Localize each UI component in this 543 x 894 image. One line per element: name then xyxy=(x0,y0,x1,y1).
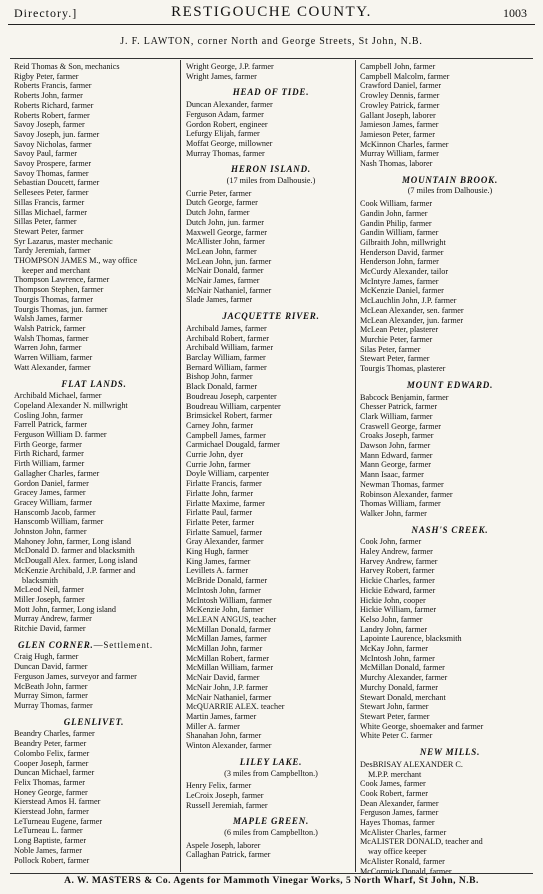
directory-entry: Murray Thomas, farmer xyxy=(186,148,265,158)
directory-entry: Long Baptiste, farmer xyxy=(14,836,87,846)
directory-entry: Barclay William, farmer xyxy=(186,352,266,362)
directory-entry: Murray William, farmer xyxy=(360,149,439,159)
directory-entry: Savoy Joseph, farmer xyxy=(14,120,85,130)
directory-entry: Savoy Nicholas, farmer xyxy=(14,139,92,149)
page-number: 1003 xyxy=(503,6,527,20)
directory-entry: Craig Hugh, farmer xyxy=(14,652,79,662)
directory-entry: Currie John, dyer xyxy=(186,450,244,460)
directory-entry: Hanscomb Jacob, farmer xyxy=(14,507,96,517)
directory-entry: Cook William, farmer xyxy=(360,199,433,209)
directory-entry: McMillan Donald, farmer xyxy=(360,663,445,673)
column-2 xyxy=(186,62,356,860)
directory-entry: Firlatte Francis, farmer xyxy=(186,479,262,489)
maple-green-distance: (6 miles from Campbellton.) xyxy=(224,828,318,838)
advert-banner: J. F. LAWTON, corner North and George Streets, St John, N.B. xyxy=(120,36,423,47)
directory-entry: McKenzie Daniel, farmer xyxy=(360,286,444,296)
directory-entry: Walsh James, farmer xyxy=(14,314,83,324)
directory-entry: Mott John, farmer, Long island xyxy=(14,604,116,614)
directory-entry: Cooper Joseph, farmer xyxy=(14,758,89,768)
section-title-nashs-creek: NASH'S CREEK. xyxy=(411,524,489,535)
directory-entry: Archibald James, farmer xyxy=(186,323,267,333)
directory-entry: McQUARRIE ALEX. teacher xyxy=(186,702,285,712)
directory-entry: Sillas Francis, farmer xyxy=(14,197,85,207)
column-1 xyxy=(14,62,174,865)
directory-entry: King James, farmer xyxy=(186,556,251,566)
directory-entry: Campbell Malcolm, farmer xyxy=(360,71,450,81)
list-continued xyxy=(14,62,174,373)
directory-entry: McLean John, jun. farmer xyxy=(186,256,272,266)
heron-island-distance: (17 miles from Dalhousie.) xyxy=(226,176,316,186)
directory-entry: Doyle William, carpenter xyxy=(186,469,269,479)
list-glen-corner xyxy=(14,652,174,710)
directory-entry: Martin James, farmer xyxy=(186,712,257,721)
directory-entry: Dawson John, farmer xyxy=(360,441,431,451)
directory-entry: McNair Nathaniel, farmer xyxy=(186,285,272,295)
directory-entry: Jamieson Peter, farmer xyxy=(360,129,435,139)
section-title-mount-edward: MOUNT EDWARD. xyxy=(406,379,494,390)
top-rule xyxy=(10,58,533,59)
directory-entry: Duncan Alexander, farmer xyxy=(186,100,273,110)
directory-entry: Gracey William, farmer xyxy=(14,497,92,507)
directory-entry: Boudreau Joseph, carpenter xyxy=(186,391,277,401)
directory-entry: Tourgis Thomas, farmer xyxy=(14,294,93,304)
directory-entry: Sebastian Doucett, farmer xyxy=(14,178,100,188)
directory-entry: Duncan Michael, farmer xyxy=(14,768,95,778)
mountain-brook-distance: (7 miles from Dalhousie.) xyxy=(407,186,493,196)
directory-entry: Thomas William, farmer xyxy=(360,499,441,509)
section-title-liley-lake: LILEY LAKE. xyxy=(239,756,303,767)
directory-entry: Sillas Peter, farmer xyxy=(14,217,77,227)
directory-entry: Roberts Robert, farmer xyxy=(14,110,90,120)
directory-entry: Gallant Joseph, laborer xyxy=(360,110,436,120)
directory-entry: Hayes Thomas, farmer xyxy=(360,818,435,828)
directory-entry: McKenzie John, farmer xyxy=(186,605,264,615)
directory-entry: Hickie John, cooper xyxy=(360,595,426,605)
directory-entry: Archibald Robert, farmer xyxy=(186,333,269,343)
directory-entry: Black Donald, farmer xyxy=(186,382,258,392)
directory-entry: Hickie Charles, farmer xyxy=(360,576,435,586)
directory-entry: Walsh Patrick, farmer xyxy=(14,323,86,333)
directory-entry: Wright James, farmer xyxy=(186,71,257,81)
section-title-heron-island: HERON ISLAND. xyxy=(231,164,311,175)
directory-entry: LeCroix Joseph, farmer xyxy=(186,790,264,800)
directory-entry: Stewart Peter, farmer xyxy=(14,226,84,236)
directory-entry: Firlatte Paul, farmer xyxy=(186,508,253,518)
directory-entry: Firlatte John, farmer xyxy=(186,488,254,498)
glen-corner-name: GLEN CORNER. xyxy=(18,639,94,650)
directory-entry: Roberts Richard, farmer xyxy=(14,100,94,110)
directory-entry: Nash Thomas, laborer xyxy=(360,159,433,169)
directory-entry: Gracey James, farmer xyxy=(14,488,86,498)
directory-entry: Lefurgy Elijah, farmer xyxy=(186,129,260,139)
directory-entry: Gordon Daniel, farmer xyxy=(14,478,89,488)
directory-entry: Thompson Lawrence, farmer xyxy=(14,275,110,285)
footer-advert: A. W. MASTERS & Co. Agents for Mammoth Vinegar Works, 5 North Wharf, St John, N.B. xyxy=(64,876,479,886)
directory-entry: Felix Thomas, farmer xyxy=(14,777,86,787)
directory-entry: Crowley Dennis, farmer xyxy=(360,91,440,101)
directory-entry: Wright George, J.P. farmer xyxy=(186,62,274,71)
list-nashs-creek xyxy=(360,537,540,741)
directory-entry: Gandin John, farmer xyxy=(360,208,428,218)
directory-entry: Russell Jeremiah, farmer xyxy=(186,800,268,810)
directory-entry: Henderson John, farmer xyxy=(360,257,439,267)
directory-entry: Thompson Stephen, farmer xyxy=(14,285,104,295)
directory-entry: McMillan William, farmer xyxy=(186,663,274,673)
directory-entry: Silas Peter, farmer xyxy=(360,344,421,354)
directory-entry: Miller Joseph, farmer xyxy=(14,594,85,604)
directory-entry: Henry Felix, farmer xyxy=(186,781,252,791)
directory-entry: Ferguson William D. farmer xyxy=(14,430,107,440)
directory-entry: McNair David, farmer xyxy=(186,673,260,683)
directory-entry: McIntosh John, farmer xyxy=(186,585,261,595)
list-heron-island xyxy=(186,189,356,305)
directory-entry: Henderson David, farmer xyxy=(360,247,444,257)
directory-entry: McLean Peter, plasterer xyxy=(360,325,439,335)
directory-entry: Archibald William, farmer xyxy=(186,343,274,353)
directory-entry: Firlatte Maxime, farmer xyxy=(186,498,265,508)
directory-entry: Dutch George, farmer xyxy=(186,198,258,208)
directory-entry: Stewart Peter, farmer xyxy=(360,354,430,364)
directory-entry: McIntosh John, farmer xyxy=(360,653,435,663)
directory-entry: McLean Alexander, sen. farmer xyxy=(360,305,464,315)
directory-entry: Firlatte Peter, farmer xyxy=(186,517,255,527)
directory-entry: Ritchie David, farmer xyxy=(14,624,86,634)
directory-entry: Shanahan John, farmer xyxy=(186,731,262,741)
directory-entry: Craswell George, farmer xyxy=(360,421,442,431)
directory-entry: Stewart Donald, merchant xyxy=(360,692,446,702)
directory-entry: Farrell Patrick, farmer xyxy=(14,420,87,430)
directory-entry: Mann Edward, farmer xyxy=(360,450,433,460)
directory-entry: Johnston John, farmer xyxy=(14,527,87,537)
directory-entry: Carney John, farmer xyxy=(186,420,254,430)
directory-entry: Savoy Prospere, farmer xyxy=(14,159,92,169)
directory-entry: Lapointe Laurence, blacksmith xyxy=(360,634,462,644)
directory-entry: Walker John, farmer xyxy=(360,508,427,518)
directory-entry: LeTurneau L. farmer xyxy=(14,826,83,836)
directory-entry: McLEAN ANGUS, teacher xyxy=(186,614,277,624)
directory-entry: Hickie William, farmer xyxy=(360,605,437,615)
directory-entry: Ferguson James, farmer xyxy=(360,808,439,818)
directory-entry: Jamieson James, farmer xyxy=(360,120,439,130)
directory-entry: keeper and merchant xyxy=(22,265,91,275)
directory-entry: Ferguson Adam, farmer xyxy=(186,109,264,119)
directory-entry: Honey George, farmer xyxy=(14,787,88,797)
directory-entry: Aspele Joseph, laborer xyxy=(186,840,261,850)
directory-entry: Reid Thomas & Son, mechanics xyxy=(14,62,120,71)
directory-entry: White Peter C. farmer xyxy=(360,731,433,741)
directory-entry: Murchy Alexander, farmer xyxy=(360,673,448,683)
directory-entry: Ferguson James, surveyor and farmer xyxy=(14,671,137,681)
directory-entry: McLean John, farmer xyxy=(186,246,257,256)
list-continued-3 xyxy=(360,62,540,169)
directory-entry: Stewart John, farmer xyxy=(360,702,429,712)
directory-entry: Roberts Francis, farmer xyxy=(14,81,92,91)
list-jacquette-river xyxy=(186,324,356,751)
directory-entry: Harvey Robert, farmer xyxy=(360,566,435,576)
directory-entry: Savoy Joseph, jun. farmer xyxy=(14,129,100,139)
header-left-label: Directory.] xyxy=(14,6,78,20)
directory-entry: Cosling John, farmer xyxy=(14,410,83,420)
directory-entry: Colombo Felix, farmer xyxy=(14,748,90,758)
directory-entry: Newman Thomas, farmer xyxy=(360,479,444,489)
directory-entry: Kelso John, farmer xyxy=(360,614,423,624)
glen-corner-suffix: —Settlement. xyxy=(93,639,153,650)
directory-entry: M.P.P. merchant xyxy=(368,769,422,779)
section-title-flat-lands: FLAT LANDS. xyxy=(61,378,127,389)
directory-entry: Firlatte Samuel, farmer xyxy=(186,527,263,537)
list-mount-edward xyxy=(360,393,540,519)
directory-entry: McCurdy Alexander, tailor xyxy=(360,267,449,277)
list-liley-lake xyxy=(186,781,356,810)
directory-entry: Hickie Edward, farmer xyxy=(360,585,436,595)
directory-entry: Winton Alexander, farmer xyxy=(186,741,272,751)
directory-entry: McKinnon Charles, farmer xyxy=(360,139,449,149)
directory-entry: McLeod Neil, farmer xyxy=(14,585,84,595)
directory-entry: McNair Donald, farmer xyxy=(186,266,264,276)
directory-entry: McIntyre James, farmer xyxy=(360,276,439,286)
directory-entry: Roberts John, farmer xyxy=(14,91,83,101)
directory-entry: Firth George, farmer xyxy=(14,439,82,449)
directory-entry: Cook John, farmer xyxy=(360,537,422,547)
directory-entry: Pollock Robert, farmer xyxy=(14,855,90,865)
directory-entry: Archibald Michael, farmer xyxy=(14,391,102,401)
directory-entry: Noble James, farmer xyxy=(14,845,82,855)
directory-entry: Dutch John, farmer xyxy=(186,208,250,218)
directory-entry: McNair Nathaniel, farmer xyxy=(186,692,272,702)
directory-entry: Copeland Alexander N. millwright xyxy=(14,400,128,410)
directory-entry: Gordon Robert, engineer xyxy=(186,119,268,129)
directory-entry: Haley Andrew, farmer xyxy=(360,547,433,557)
directory-entry: McMillan Donald, farmer xyxy=(186,624,271,634)
directory-entry: McIntosh William, farmer xyxy=(186,595,272,605)
directory-entry: Mann George, farmer xyxy=(360,460,432,470)
directory-entry: LeTurneau Eugene, farmer xyxy=(14,816,103,826)
directory-entry: Murray Thomas, farmer xyxy=(14,701,93,710)
directory-entry: Kierstead John, farmer xyxy=(14,807,89,817)
section-title-maple-green: MAPLE GREEN. xyxy=(232,816,310,827)
directory-entry: Kierstead Amos H. farmer xyxy=(14,797,101,807)
directory-entry: Carmichael Dougald, farmer xyxy=(186,440,280,450)
directory-entry: Savoy Paul, farmer xyxy=(14,149,77,159)
directory-entry: McMillan John, farmer xyxy=(186,644,263,654)
directory-entry: way office keeper xyxy=(368,847,427,857)
list-glenlivet xyxy=(14,729,174,865)
directory-entry: Gallagher Charles, farmer xyxy=(14,468,100,478)
header-title: RESTIGOUCHE COUNTY. xyxy=(171,4,372,20)
directory-entry: Mann Isaac, farmer xyxy=(360,470,424,480)
directory-entry: Campbell John, farmer xyxy=(360,62,436,71)
directory-entry: Stewart Peter, farmer xyxy=(360,712,430,721)
section-title-glen-corner xyxy=(14,641,174,651)
list-new-mills xyxy=(360,760,540,876)
directory-entry: Warren John, farmer xyxy=(14,343,82,353)
directory-entry: Dutch John, jun. farmer xyxy=(186,217,264,227)
directory-entry: McLauchlin John, J.P. farmer xyxy=(360,296,457,306)
directory-entry: McMillan Robert, farmer xyxy=(186,653,269,663)
directory-entry: Brimsickel Robert, farmer xyxy=(186,411,273,421)
section-title-jacquette-river: JACQUETTE RIVER. xyxy=(222,311,320,322)
directory-entry: McDonald D. farmer and blacksmith xyxy=(14,546,135,556)
directory-entry: Slade James, farmer xyxy=(186,295,253,305)
directory-entry: Walsh Thomas, farmer xyxy=(14,333,89,343)
directory-entry: McAlister Ronald, farmer xyxy=(360,856,445,866)
directory-entry: McAlister Charles, farmer xyxy=(360,827,447,837)
directory-entry: Gray Alexander, farmer xyxy=(186,537,264,547)
directory-entry: Gilbraith John, millwright xyxy=(360,237,446,247)
directory-entry: Currie John, farmer xyxy=(186,459,251,469)
section-title-new-mills: NEW MILLS. xyxy=(419,747,481,758)
directory-entry: Tourgis Thomas, plasterer xyxy=(360,364,446,374)
directory-entry: Crowley Patrick, farmer xyxy=(360,100,440,110)
directory-entry: Murchy Donald, farmer xyxy=(360,682,438,692)
directory-entry: McNair John, J.P. farmer xyxy=(186,682,268,692)
directory-entry: McCormick Donald, farmer xyxy=(360,866,452,876)
directory-entry: Sellesees Peter, farmer xyxy=(14,188,89,198)
directory-entry: Miller A. farmer xyxy=(186,721,240,731)
directory-entry: Warren William, farmer xyxy=(14,353,93,363)
directory-entry: Boudreau William, carpenter xyxy=(186,401,281,411)
list-continued-2 xyxy=(186,62,356,81)
list-maple-green xyxy=(186,841,356,860)
directory-entry: DesBRISAY ALEXANDER C. xyxy=(360,759,463,769)
directory-entry: Sillas Michael, farmer xyxy=(14,207,87,217)
directory-entry: Currie Peter, farmer xyxy=(186,188,252,198)
directory-entry: Bishop John, farmer xyxy=(186,372,253,382)
directory-entry: Callaghan Patrick, farmer xyxy=(186,850,271,860)
directory-entry: Tourgis Thomas, jun. farmer xyxy=(14,304,108,314)
directory-entry: King Hugh, farmer xyxy=(186,547,249,557)
directory-entry: Gandin Philip, farmer xyxy=(360,218,432,228)
directory-entry: McALISTER DONALD, teacher and xyxy=(360,837,483,847)
directory-entry: Bernard William, farmer xyxy=(186,362,267,372)
directory-entry: Cook James, farmer xyxy=(360,779,426,789)
directory-entry: Mahoney John, farmer, Long island xyxy=(14,536,131,546)
directory-entry: Savoy Thomas, farmer xyxy=(14,168,89,178)
section-title-head-of-tide: HEAD OF TIDE. xyxy=(232,87,310,98)
directory-entry: McLean Alexander, jun. farmer xyxy=(360,315,464,325)
directory-entry: Watt Alexander, farmer xyxy=(14,362,91,372)
directory-entry: McNair James, farmer xyxy=(186,276,260,286)
directory-entry: Duncan David, farmer xyxy=(14,662,88,672)
directory-entry: Syr Lazarus, master mechanic xyxy=(14,236,113,246)
directory-entry: McMillan James, farmer xyxy=(186,634,267,644)
directory-entry: Harvey Andrew, farmer xyxy=(360,556,438,566)
directory-entry: Beandry Peter, farmer xyxy=(14,739,87,749)
directory-entry: Babcock Benjamin, farmer xyxy=(360,392,449,402)
directory-entry: THOMPSON JAMES M., way office xyxy=(14,256,138,266)
bottom-rule xyxy=(10,873,533,874)
directory-entry: Moffat George, millowner xyxy=(186,138,273,148)
directory-entry: McAllister John, farmer xyxy=(186,237,265,247)
list-mountain-brook xyxy=(360,199,540,374)
directory-entry: Hanscomb William, farmer xyxy=(14,517,104,527)
directory-entry: blacksmith xyxy=(22,575,58,585)
directory-entry: McDougall Alex. farmer, Long island xyxy=(14,556,138,566)
directory-entry: Crawford Daniel, farmer xyxy=(360,81,442,91)
directory-entry: Murray Andrew, farmer xyxy=(14,614,92,624)
directory-entry: Clark William, farmer xyxy=(360,411,433,421)
directory-entry: Levillets A. farmer xyxy=(186,566,249,576)
page-header xyxy=(8,4,535,25)
directory-entry: McKay John, farmer xyxy=(360,644,428,654)
section-title-glenlivet: GLENLIVET. xyxy=(63,716,125,727)
directory-entry: Robinson Alexander, farmer xyxy=(360,489,453,499)
directory-entry: McBride Donald, farmer xyxy=(186,576,268,586)
directory-entry: Firth Richard, farmer xyxy=(14,449,84,459)
directory-entry: Landry John, farmer xyxy=(360,624,428,634)
directory-entry: Firth William, farmer xyxy=(14,459,85,469)
liley-lake-distance: (3 miles from Campbellton.) xyxy=(224,768,318,778)
directory-entry: Chesser Patrick, farmer xyxy=(360,402,438,412)
directory-entry: White George, shoemaker and farmer xyxy=(360,721,484,731)
directory-entry: Campbell James, farmer xyxy=(186,430,266,440)
directory-entry: Murchie Peter, farmer xyxy=(360,334,433,344)
list-head-of-tide xyxy=(186,100,356,158)
column-divider-1 xyxy=(180,60,181,872)
directory-entry: Tardy Jeremiah, farmer xyxy=(14,246,91,256)
directory-entry: Dean Alexander, farmer xyxy=(360,798,439,808)
directory-entry: Gandin William, farmer xyxy=(360,228,439,238)
column-3 xyxy=(360,62,540,876)
section-title-mountain-brook: MOUNTAIN BROOK. xyxy=(401,174,498,185)
directory-entry: Rigby Peter, farmer xyxy=(14,71,79,81)
directory-entry: Croaks Joseph, farmer xyxy=(360,431,434,441)
directory-entry: McKenzie Archibald, J.P. farmer and xyxy=(14,565,136,575)
directory-entry: Maxwell George, farmer xyxy=(186,227,268,237)
directory-entry: Cook Robert, farmer xyxy=(360,788,428,798)
directory-entry: Beandry Charles, farmer xyxy=(14,729,95,739)
directory-entry: McBeath John, farmer xyxy=(14,681,88,691)
directory-entry: Murray Simon, farmer xyxy=(14,691,88,701)
list-flat-lands xyxy=(14,391,174,634)
